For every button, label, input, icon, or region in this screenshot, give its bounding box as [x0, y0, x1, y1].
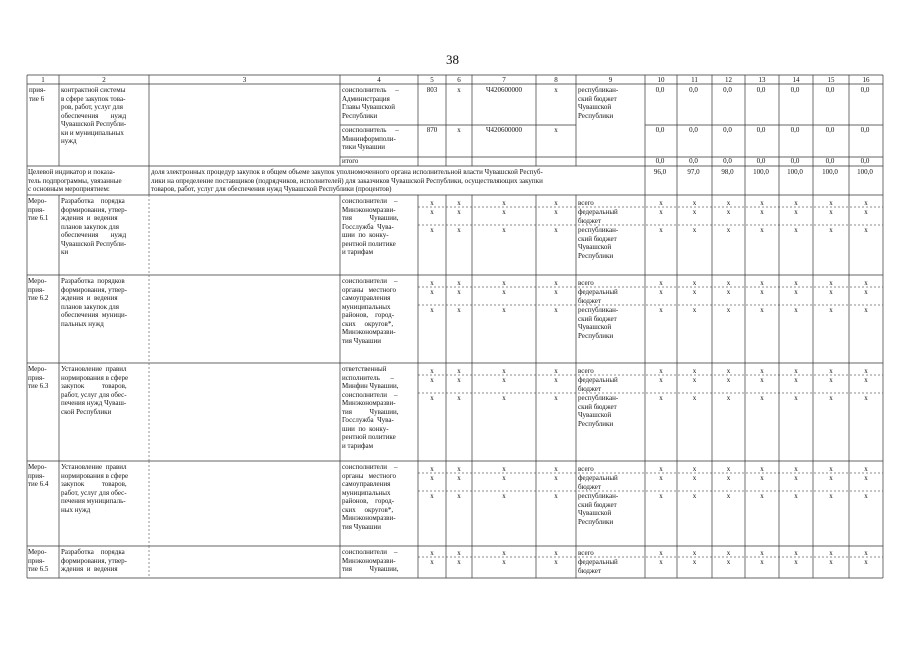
x-mark: x — [554, 208, 558, 216]
x-mark: x — [760, 199, 764, 207]
x-mark: x — [864, 208, 868, 216]
x-mark: x — [502, 288, 506, 296]
x-mark: x — [554, 465, 558, 473]
x-mark: x — [794, 465, 798, 473]
x-mark: x — [760, 306, 764, 314]
x-mark: x — [502, 367, 506, 375]
funding-value: 0,0 — [655, 86, 665, 94]
x-mark: x — [457, 549, 461, 557]
x-mark: x — [554, 376, 558, 384]
x-mark: x — [794, 199, 798, 207]
x-mark: x — [430, 474, 434, 482]
x-mark: x — [692, 394, 697, 402]
x-mark: x — [794, 394, 798, 402]
x-mark: x — [430, 394, 434, 402]
funding-source-cell: республикан- ский бюджет Чувашской Республики — [578, 492, 619, 526]
x-mark: x — [760, 558, 764, 566]
x-mark: x — [864, 199, 868, 207]
x-mark: x — [794, 474, 798, 482]
csr-code-cell: Ч420600000 — [485, 86, 523, 94]
x-mark: x — [430, 279, 434, 287]
x-mark: x — [692, 474, 697, 482]
x-mark: x — [457, 492, 461, 500]
indicator-value: 96,0 — [653, 168, 667, 176]
funding-value: 0,0 — [790, 157, 800, 165]
x-mark: x — [502, 492, 506, 500]
x-mark: x — [430, 376, 434, 384]
x-mark: x — [554, 492, 558, 500]
grbs-code-cell: 870 — [426, 126, 438, 134]
x-mark: x — [457, 306, 461, 314]
measure-id-cell: Меро- прия- тие 6.2 — [28, 277, 49, 302]
funding-source-cell: федеральный бюджет — [578, 474, 618, 491]
x-mark: x — [430, 306, 434, 314]
funding-value: 0,0 — [860, 126, 870, 134]
x-mark: x — [864, 288, 868, 296]
funding-value: 0,0 — [723, 157, 732, 165]
x-mark: x — [692, 306, 697, 314]
indicator-value: 100,0 — [787, 168, 803, 176]
x-mark: x — [829, 558, 833, 566]
x-mark: x — [864, 492, 868, 500]
funding-source-cell: всего — [578, 199, 594, 207]
x-mark: x — [726, 199, 731, 207]
funding-source-cell: республикан- ский бюджет Чувашской Республики — [578, 86, 619, 120]
x-mark: x — [659, 306, 663, 314]
x-mark: x — [692, 549, 697, 557]
funding-value: 0,0 — [723, 86, 732, 94]
x-mark: x — [430, 199, 434, 207]
x-mark: x — [554, 549, 558, 557]
x-mark: x — [794, 367, 798, 375]
indicator-value: 97,0 — [687, 168, 700, 176]
measure-id-cell: Меро- прия- тие 6.1 — [28, 197, 49, 222]
column-number-5: 5 — [430, 76, 434, 84]
indicator-value: 100,0 — [857, 168, 873, 176]
x-mark: x — [692, 226, 697, 234]
x-mark: x — [457, 558, 461, 566]
funding-value: 0,0 — [790, 86, 800, 94]
x-mark: x — [457, 208, 461, 216]
x-mark: x — [794, 279, 798, 287]
indicator-value: 100,0 — [753, 168, 769, 176]
x-mark: x — [829, 208, 833, 216]
x-mark: x — [554, 199, 558, 207]
x-mark: x — [726, 367, 731, 375]
x-mark: x — [457, 474, 461, 482]
column-number-11: 11 — [691, 76, 698, 84]
x-mark: x — [692, 279, 697, 287]
x-mark: x — [692, 558, 697, 566]
funding-value: 0,0 — [655, 126, 665, 134]
x-mark: x — [794, 306, 798, 314]
funding-value: 0,0 — [860, 157, 870, 165]
x-mark: x — [829, 279, 833, 287]
executor-cell: соисполнители – органы местного самоуправления муниципальных районов, город- ских округов*, Минэкономразви- тия Чувашии — [342, 277, 398, 345]
grbs-code-cell: 803 — [426, 86, 438, 94]
x-mark: x — [864, 474, 868, 482]
x-mark: x — [659, 376, 663, 384]
x-mark: x — [457, 394, 461, 402]
x-mark: x — [726, 465, 731, 473]
row-id-cell: прия- тие 6 — [29, 86, 46, 103]
funding-value: 0,0 — [825, 126, 835, 134]
rzpr-cell: x — [457, 126, 461, 134]
funding-source-cell: федеральный бюджет — [578, 288, 618, 305]
x-mark: x — [726, 492, 731, 500]
x-mark: x — [864, 549, 868, 557]
x-mark: x — [760, 474, 764, 482]
x-mark: x — [554, 226, 558, 234]
x-mark: x — [430, 367, 434, 375]
x-mark: x — [864, 279, 868, 287]
measure-id-cell: Меро- прия- тие 6.4 — [28, 463, 49, 488]
x-mark: x — [794, 549, 798, 557]
x-mark: x — [502, 474, 506, 482]
x-mark: x — [502, 376, 506, 384]
x-mark: x — [829, 288, 833, 296]
total-label-cell: итого — [342, 157, 359, 165]
x-mark: x — [794, 288, 798, 296]
executor-cell: соисполнители – органы местного самоуправления муниципальных районов, город- ских округов*, Минэкономразви- тия Чувашии — [342, 463, 398, 531]
x-mark: x — [726, 279, 731, 287]
x-mark: x — [430, 492, 434, 500]
column-number-6: 6 — [457, 76, 461, 84]
indicator-value: 98,0 — [721, 168, 734, 176]
column-number-16: 16 — [862, 76, 870, 84]
x-mark: x — [829, 549, 833, 557]
measure-id-cell: Меро- прия- тие 6.5 — [28, 548, 49, 573]
measure-name-cell: Разработка порядка формирования, утвер- ждения и ведения — [61, 548, 127, 573]
funding-source-cell: всего — [578, 279, 594, 287]
x-mark: x — [760, 492, 764, 500]
x-mark: x — [659, 394, 663, 402]
x-mark: x — [726, 558, 731, 566]
x-mark: x — [692, 208, 697, 216]
x-mark: x — [760, 288, 764, 296]
x-mark: x — [726, 549, 731, 557]
x-mark: x — [502, 208, 506, 216]
x-mark: x — [554, 367, 558, 375]
column-number-9: 9 — [608, 76, 613, 84]
x-mark: x — [864, 465, 868, 473]
x-mark: x — [760, 465, 764, 473]
vr-cell: x — [554, 86, 558, 94]
x-mark: x — [829, 465, 833, 473]
funding-source-cell: всего — [578, 367, 594, 375]
x-mark: x — [659, 226, 663, 234]
x-mark: x — [430, 549, 434, 557]
x-mark: x — [829, 394, 833, 402]
column-number-3: 3 — [242, 76, 247, 84]
x-mark: x — [502, 549, 506, 557]
indicator-value: 100,0 — [822, 168, 838, 176]
x-mark: x — [659, 279, 663, 287]
x-mark: x — [659, 288, 663, 296]
x-mark: x — [659, 492, 663, 500]
x-mark: x — [502, 394, 506, 402]
measure-name-cell: Разработка порядка формирования, утвер- ждения и ведения планов закупок для обеспечения нужд Чувашской Республи- ки — [61, 197, 127, 256]
x-mark: x — [659, 367, 663, 375]
x-mark: x — [457, 199, 461, 207]
x-mark: x — [864, 376, 868, 384]
column-number-10: 10 — [657, 76, 665, 84]
x-mark: x — [554, 474, 558, 482]
x-mark: x — [864, 367, 868, 375]
x-mark: x — [502, 226, 506, 234]
measure-name-cell: Установление правил нормирования в сфере закупок товаров, работ, услуг для обес- печения нужд Чуваш- ской Республики — [61, 365, 129, 416]
x-mark: x — [692, 465, 697, 473]
x-mark: x — [726, 226, 731, 234]
executor-cell: ответственный исполнитель – Минфин Чувашии, соисполнители – Минэкономразви- тия Чувашии, Госслужба Чува- шии по конку- рентной политике и тарифам — [342, 365, 399, 450]
executor-cell: соисполнители – Минэкономразви- тия Чувашии, Госслужба Чува- шии по конку- рентной политике и тарифам — [342, 197, 399, 256]
funding-source-cell: республикан- ский бюджет Чувашской Республики — [578, 394, 619, 428]
funding-source-cell: республикан- ский бюджет Чувашской Республики — [578, 306, 619, 340]
column-number-14: 14 — [792, 76, 800, 84]
measure-id-cell: Меро- прия- тие 6.3 — [28, 365, 49, 390]
x-mark: x — [726, 306, 731, 314]
funding-source-cell: всего — [578, 465, 594, 473]
x-mark: x — [760, 549, 764, 557]
x-mark: x — [457, 367, 461, 375]
x-mark: x — [794, 558, 798, 566]
x-mark: x — [430, 465, 434, 473]
executor-cell: соисполнитель – Администрация Главы Чувашской Республики — [342, 86, 399, 120]
x-mark: x — [726, 474, 731, 482]
x-mark: x — [502, 465, 506, 473]
x-mark: x — [457, 279, 461, 287]
x-mark: x — [829, 199, 833, 207]
indicator-label-cell: Целевой индикатор и показа- тель подпрограммы, увязанные с основным мероприятием: — [28, 168, 122, 193]
x-mark: x — [554, 288, 558, 296]
x-mark: x — [692, 376, 697, 384]
executor-cell: соисполнитель – Мининформполи- тики Чувашии — [342, 126, 399, 151]
measure-name-cell: Установление правил нормирования в сфере закупок товаров, работ, услуг для обес- печения муниципаль- ных нужд — [61, 463, 129, 514]
x-mark: x — [864, 226, 868, 234]
measure-name-cell: Разработка порядков формирования, утвер- ждения и ведения планов закупок для обеспечения муници- пальных нужд — [61, 277, 128, 328]
x-mark: x — [502, 306, 506, 314]
x-mark: x — [659, 558, 663, 566]
x-mark: x — [760, 376, 764, 384]
funding-value: 0,0 — [689, 126, 698, 134]
x-mark: x — [760, 367, 764, 375]
x-mark: x — [502, 279, 506, 287]
x-mark: x — [726, 288, 731, 296]
x-mark: x — [457, 288, 461, 296]
funding-value: 0,0 — [825, 157, 835, 165]
x-mark: x — [692, 367, 697, 375]
x-mark: x — [760, 394, 764, 402]
x-mark: x — [829, 492, 833, 500]
funding-value: 0,0 — [756, 86, 766, 94]
x-mark: x — [726, 394, 731, 402]
x-mark: x — [829, 226, 833, 234]
vr-cell: x — [554, 126, 558, 134]
x-mark: x — [502, 558, 506, 566]
funding-source-cell: федеральный бюджет — [578, 376, 618, 393]
x-mark: x — [659, 465, 663, 473]
x-mark: x — [864, 394, 868, 402]
x-mark: x — [554, 394, 558, 402]
funding-source-cell: федеральный бюджет — [578, 558, 618, 575]
x-mark: x — [794, 226, 798, 234]
funding-value: 0,0 — [689, 86, 698, 94]
x-mark: x — [659, 208, 663, 216]
funding-source-cell: федеральный бюджет — [578, 208, 618, 225]
x-mark: x — [829, 376, 833, 384]
x-mark: x — [692, 199, 697, 207]
column-number-8: 8 — [554, 76, 558, 84]
x-mark: x — [829, 306, 833, 314]
funding-value: 0,0 — [689, 157, 698, 165]
funding-value: 0,0 — [723, 126, 732, 134]
funding-value: 0,0 — [825, 86, 835, 94]
x-mark: x — [794, 492, 798, 500]
x-mark: x — [829, 474, 833, 482]
x-mark: x — [554, 279, 558, 287]
executor-cell: соисполнители – Минэкономразви- тия Чувашии, — [342, 548, 399, 573]
rzpr-cell: x — [457, 86, 461, 94]
x-mark: x — [430, 288, 434, 296]
x-mark: x — [554, 558, 558, 566]
funding-value: 0,0 — [860, 86, 870, 94]
column-number-7: 7 — [502, 76, 506, 84]
x-mark: x — [829, 367, 833, 375]
x-mark: x — [659, 474, 663, 482]
funding-value: 0,0 — [756, 157, 766, 165]
column-number-4: 4 — [377, 76, 381, 84]
column-number-13: 13 — [758, 76, 766, 84]
x-mark: x — [794, 208, 798, 216]
x-mark: x — [760, 208, 764, 216]
funding-source-cell: республикан- ский бюджет Чувашской Республики — [578, 226, 619, 260]
x-mark: x — [692, 288, 697, 296]
column-number-15: 15 — [827, 76, 835, 84]
csr-code-cell: Ч420600000 — [485, 126, 523, 134]
measure-name-cell: контрактной системы в сфере закупок това- ров, работ, услуг для обеспечения нужд Чувашской Республи- ки и муниципальных нужд — [61, 86, 127, 145]
x-mark: x — [457, 226, 461, 234]
funding-value: 0,0 — [790, 126, 800, 134]
x-mark: x — [659, 199, 663, 207]
x-mark: x — [659, 549, 663, 557]
funding-value: 0,0 — [756, 126, 766, 134]
x-mark: x — [457, 376, 461, 384]
x-mark: x — [430, 208, 434, 216]
x-mark: x — [430, 226, 434, 234]
funding-source-cell: всего — [578, 549, 594, 557]
column-number-2: 2 — [102, 76, 106, 84]
x-mark: x — [726, 208, 731, 216]
x-mark: x — [457, 465, 461, 473]
x-mark: x — [864, 558, 868, 566]
x-mark: x — [760, 226, 764, 234]
column-number-12: 12 — [725, 76, 732, 84]
x-mark: x — [502, 199, 506, 207]
x-mark: x — [692, 492, 697, 500]
x-mark: x — [864, 306, 868, 314]
column-number-1: 1 — [41, 76, 45, 84]
x-mark: x — [554, 306, 558, 314]
funding-value: 0,0 — [655, 157, 665, 165]
x-mark: x — [430, 558, 434, 566]
x-mark: x — [760, 279, 764, 287]
indicator-text-cell: доля электронных процедур закупок в общем объеме закупок уполномоченного органа исполнительной власти Чувашской Респуб- лики на определение поставщиков (подрядчиков, исполнителей) для заказчиков Чувашской Республики, осуществляющих закупки товаров, работ, услуг для обеспечения нужд Чувашской Республики (процентов) — [151, 168, 543, 193]
page-number: 38 — [446, 52, 459, 67]
x-mark: x — [726, 376, 731, 384]
x-mark: x — [794, 376, 798, 384]
